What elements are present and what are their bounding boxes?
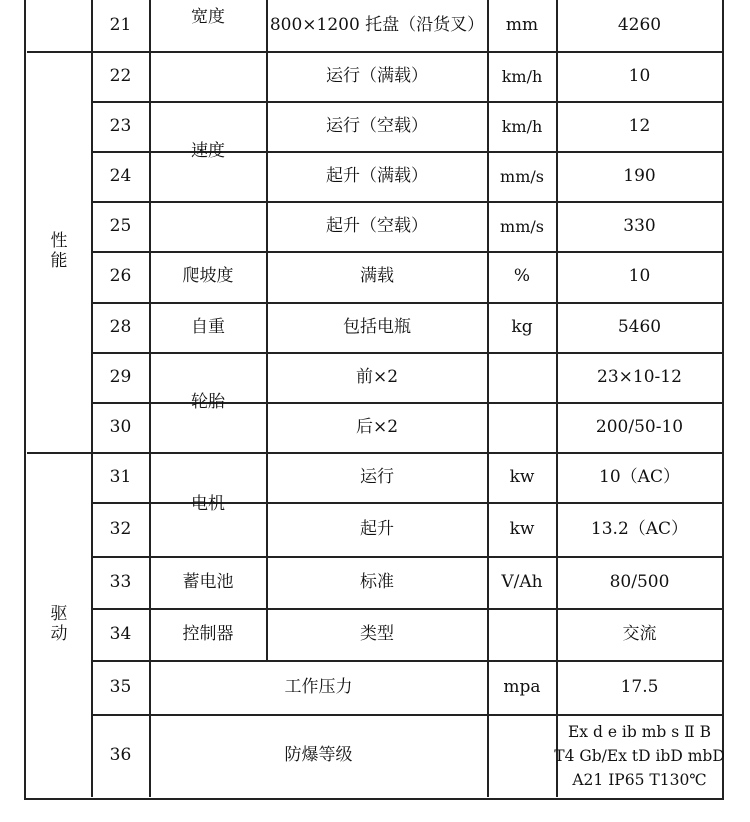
row-number: 28 <box>109 316 132 337</box>
item-name: 自重 <box>191 316 225 337</box>
item-value: 13.2（AC） <box>590 518 689 539</box>
item-value: 190 <box>623 165 656 186</box>
value-line: T4 Gb/Ex tD ibD mbD <box>554 746 725 765</box>
row-number: 35 <box>109 676 132 697</box>
value-line: A21 IP65 T130℃ <box>572 771 707 789</box>
item-condition: 起升（空载） <box>326 215 428 236</box>
item-unit: kw <box>509 466 535 487</box>
item-unit <box>488 715 556 797</box>
item-condition: 前×2 <box>355 366 399 387</box>
item-value: 10 <box>628 65 651 86</box>
group-label-performance: 性 能 <box>50 231 68 271</box>
item-name: 电机 <box>191 493 225 514</box>
item-value: 200/50-10 <box>595 416 684 437</box>
item-unit: mm/s <box>500 216 544 236</box>
item-name: 工作压力 <box>284 676 353 697</box>
item-name: 宽度 <box>191 7 225 28</box>
item-value: 10（AC） <box>599 466 680 487</box>
item-name: 速度 <box>191 141 225 162</box>
item-unit <box>488 403 556 452</box>
item-value: 4260 <box>617 14 662 35</box>
row-number: 21 <box>109 14 132 35</box>
item-name: 控制器 <box>182 623 234 644</box>
item-unit: kw <box>509 518 535 539</box>
item-value: 23×10-12 <box>597 366 682 387</box>
item-condition: 满载 <box>360 266 394 287</box>
item-condition: 800×1200 托盘（沿货叉） <box>269 14 485 35</box>
item-condition: 类型 <box>360 623 394 644</box>
row-number: 32 <box>109 518 132 539</box>
item-value: 17.5 <box>620 676 659 697</box>
item-unit: mm/s <box>500 166 544 186</box>
item-condition: 包括电瓶 <box>343 316 411 337</box>
group-label-drive: 驱 动 <box>50 604 68 644</box>
row-number: 33 <box>109 571 132 592</box>
item-condition: 运行 <box>360 466 394 487</box>
item-name: 蓄电池 <box>182 571 234 592</box>
item-condition: 标准 <box>360 571 394 592</box>
item-value: 5460 <box>617 316 662 337</box>
item-condition: 起升 <box>360 518 394 539</box>
item-name: 爬坡度 <box>182 266 234 287</box>
row-number: 22 <box>109 65 132 86</box>
row-number: 34 <box>109 623 132 644</box>
item-condition: 运行（满载） <box>326 65 428 86</box>
item-value: 交流 <box>622 623 657 644</box>
item-value <box>554 715 725 797</box>
item-value: 12 <box>628 115 651 136</box>
item-condition: 起升（满载） <box>326 165 428 186</box>
value-line: Ex d e ib mb s Ⅱ B <box>567 722 712 741</box>
item-unit <box>488 353 556 402</box>
row-number: 24 <box>109 165 132 186</box>
item-unit: mpa <box>503 676 541 697</box>
row-number: 26 <box>109 266 132 287</box>
row-number: 36 <box>109 745 132 766</box>
item-unit: V/Ah <box>501 571 543 592</box>
row-number: 30 <box>109 416 132 437</box>
item-unit: % <box>513 266 531 287</box>
item-unit: mm <box>505 14 539 35</box>
item-value: 330 <box>623 215 656 236</box>
item-unit: kg <box>511 316 533 337</box>
item-condition: 后×2 <box>355 416 399 437</box>
item-value: 80/500 <box>609 571 670 592</box>
item-unit: km/h <box>501 116 543 136</box>
row-number: 31 <box>109 466 132 487</box>
item-name: 防爆等级 <box>284 745 353 766</box>
item-condition: 运行（空载） <box>326 115 428 136</box>
item-value: 10 <box>628 266 651 287</box>
item-unit <box>488 609 556 660</box>
row-number: 25 <box>109 215 132 236</box>
row-number: 23 <box>109 115 132 136</box>
item-unit: km/h <box>501 66 543 86</box>
item-name: 轮胎 <box>191 391 225 412</box>
row-number: 29 <box>109 366 132 387</box>
